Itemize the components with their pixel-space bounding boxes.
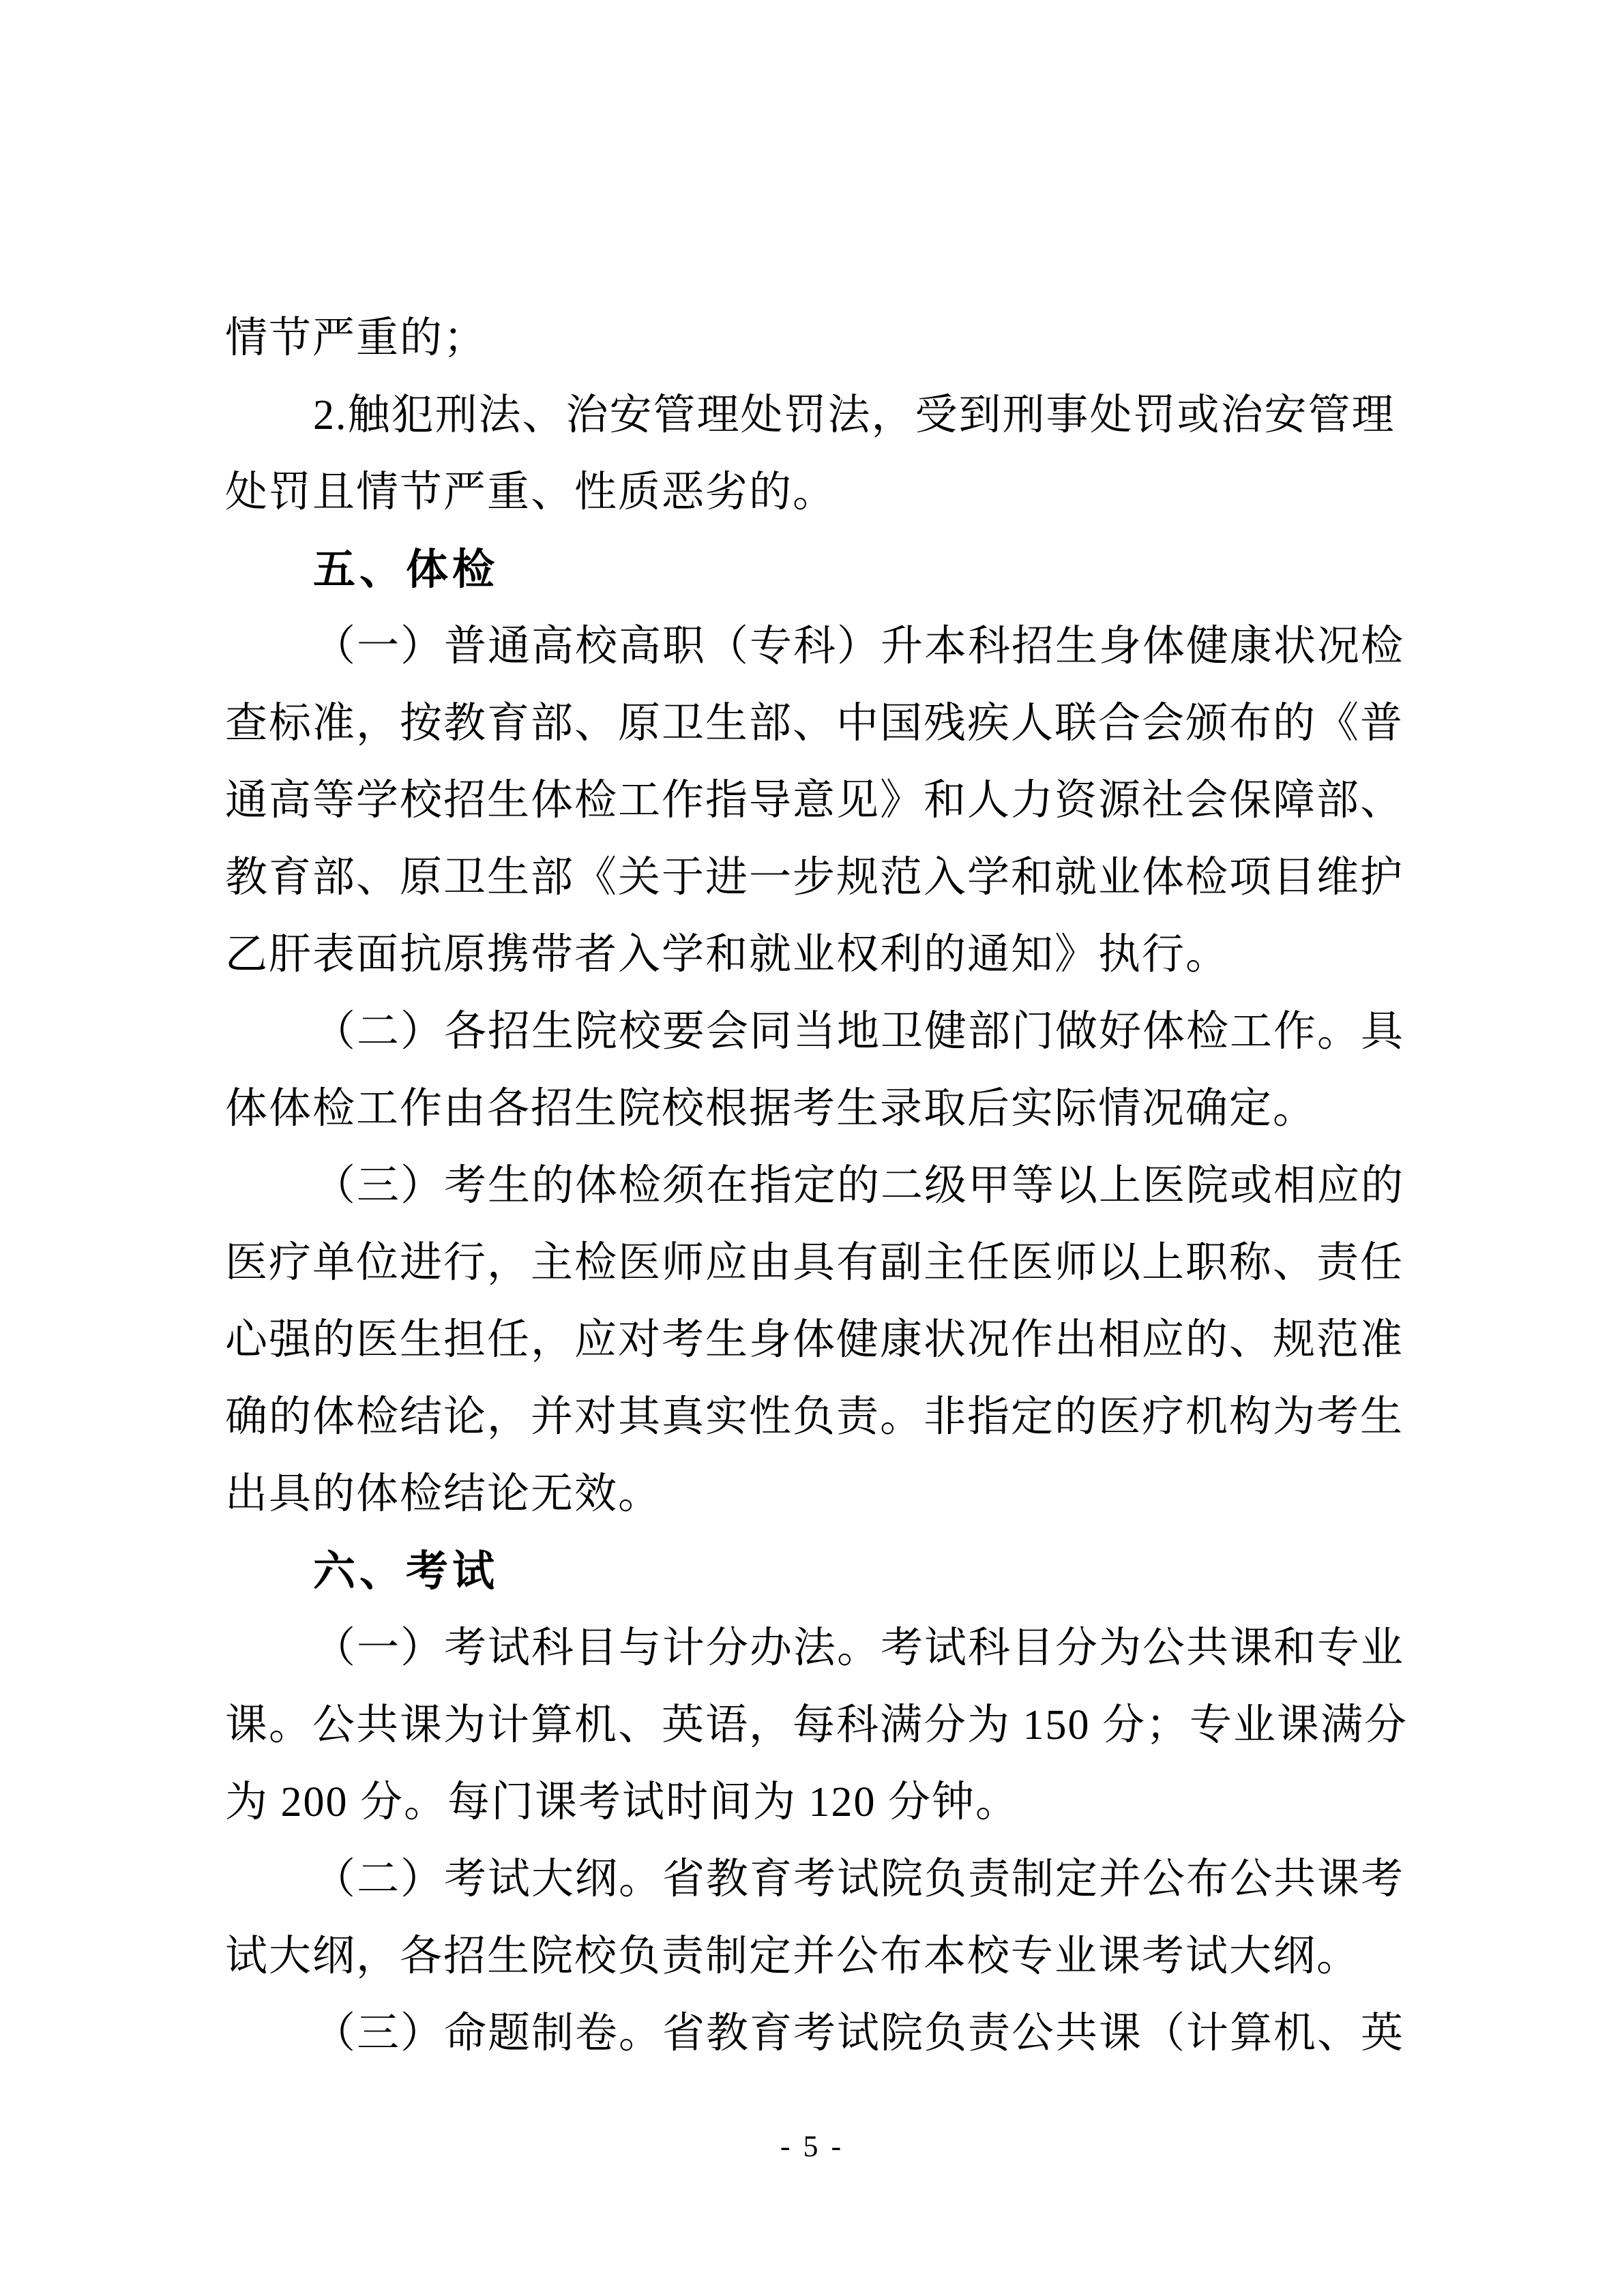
document-body [225,300,1415,2072]
text-line: 课。公共课为计算机、英语，每科满分为 150 分；专业课满分 [225,1702,1408,1748]
text-line: （三）命题制卷。省教育考试院负责公共课（计算机、英 [313,2010,1405,2057]
text-line: （三）考生的体检须在指定的二级甲等以上医院或相应的 [313,1163,1405,1209]
text-line: （二）考试大纲。省教育考试院负责制定并公布公共课考 [313,1856,1405,1903]
text-line: 情节严重的； [225,315,488,361]
text-line: 查标准，按教育部、原卫生部、中国残疾人联合会颁布的《普 [225,700,1404,747]
text-line: 医疗单位进行，主检医师应由具有副主任医师以上职称、责任 [225,1240,1404,1286]
section-heading: 五、体检 [313,546,499,593]
text-line: 心强的医生担任，应对考生身体健康状况作出相应的、规范准 [225,1317,1404,1363]
section-heading: 六、考试 [313,1548,499,1595]
text-line: （一）普通高校高职（专科）升本科招生身体健康状况检 [313,623,1405,670]
text-line: （一）考试科目与计分办法。考试科目分为公共课和专业 [313,1625,1405,1671]
text-line: 2.触犯刑法、治安管理处罚法，受到刑事处罚或治安管理 [313,392,1396,438]
text-line: 通高等学校招生体检工作指导意见》和人力资源社会保障部、 [225,777,1404,824]
text-line: 试大纲，各招生院校负责制定并公布本校专业课考试大纲。 [225,1933,1361,1980]
text-line: （二）各招生院校要会同当地卫健部门做好体检工作。具 [313,1009,1405,1055]
page-number: - 5 - [780,2130,844,2163]
text-line: 教育部、原卫生部《关于进一步规范入学和就业体检项目维护 [225,854,1404,901]
text-line: 处罚且情节严重、性质恶劣的。 [225,469,837,516]
text-line: 出具的体检结论无效。 [225,1471,662,1517]
text-line: 乙肝表面抗原携带者入学和就业权利的通知》执行。 [225,931,1230,978]
text-line: 为 200 分。每门课考试时间为 120 分钟。 [225,1779,1020,1825]
text-line: 体体检工作由各招生院校根据考生录取后实际情况确定。 [225,1086,1317,1132]
text-line: 确的体检结论，并对其真实性负责。非指定的医疗机构为考生 [225,1394,1404,1440]
